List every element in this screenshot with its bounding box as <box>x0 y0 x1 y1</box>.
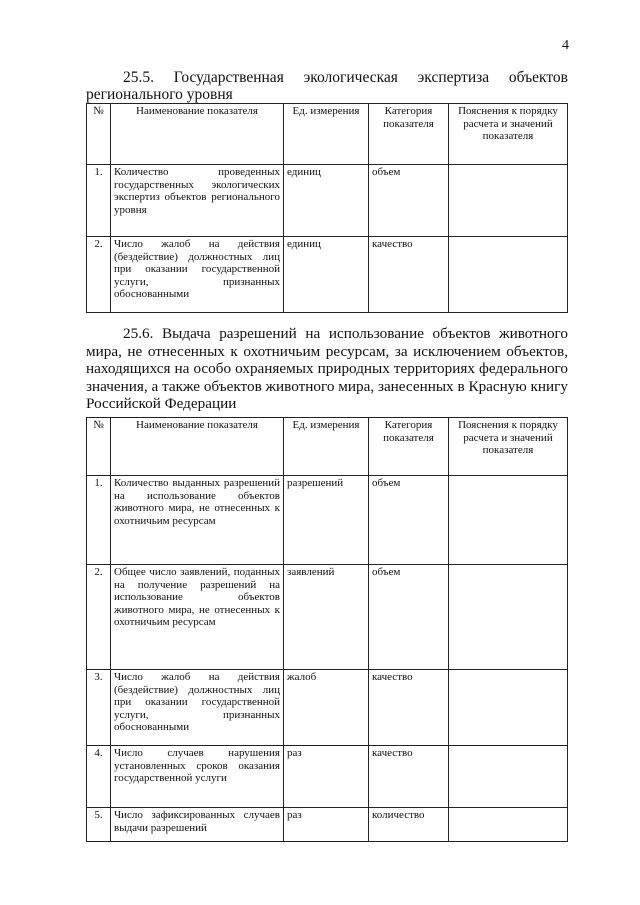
section-heading-line: 25.5. Государственная экологическая экспертиза объектов <box>123 69 568 86</box>
row-category: количество <box>369 808 449 842</box>
row-name: Количество проведенных государственных экологических экспертиз объектов регионального уровня <box>111 165 284 237</box>
page-number: 4 <box>562 38 569 53</box>
row-unit: жалоб <box>284 670 369 746</box>
indicators-table-25-5 <box>86 103 568 313</box>
indicators-table-25-6 <box>86 417 568 842</box>
row-category: объем <box>369 476 449 565</box>
row-notes <box>449 476 568 565</box>
row-name: Число зафиксированных случаев выдачи разрешений <box>111 808 284 842</box>
section-heading-line: Российской Федерации <box>86 395 237 413</box>
header-category: Категория показателя <box>369 104 449 165</box>
row-num: 3. <box>87 670 111 746</box>
row-name: Число случаев нарушения установленных сроков оказания государственной услуги <box>111 746 284 808</box>
header-category: Категория показателя <box>369 418 449 476</box>
table-row <box>87 746 568 808</box>
section-heading-25-5 <box>86 69 568 103</box>
row-name: Количество выданных разрешений на использование объектов животного мира, не отнесенных к охотничьим ресурсам <box>111 476 284 565</box>
table-row <box>87 237 568 313</box>
row-unit: разрешений <box>284 476 369 565</box>
row-unit: единиц <box>284 237 369 313</box>
table-row <box>87 165 568 237</box>
row-category: объем <box>369 165 449 237</box>
row-num: 1. <box>87 165 111 237</box>
row-num: 5. <box>87 808 111 842</box>
row-name: Число жалоб на действия (бездействие) должностных лиц при оказании государственной услуги, признанных обоснованными <box>111 670 284 746</box>
row-unit: единиц <box>284 165 369 237</box>
row-num: 2. <box>87 237 111 313</box>
section-heading-line: находящихся на особо охраняемых природных территориях федерального <box>86 360 568 378</box>
row-name: Число жалоб на действия (бездействие) должностных лиц при оказании государственной услуги, признанных обоснованными <box>111 237 284 313</box>
row-num: 4. <box>87 746 111 808</box>
row-category: качество <box>369 746 449 808</box>
header-name: Наименование показателя <box>111 418 284 476</box>
table-header-row <box>87 104 568 165</box>
row-category: качество <box>369 670 449 746</box>
row-category: объем <box>369 565 449 670</box>
row-notes <box>449 237 568 313</box>
row-category: качество <box>369 237 449 313</box>
table-row <box>87 476 568 565</box>
row-name: Общее число заявлений, поданных на получение разрешений на использование объектов животного мира, не отнесенных к охотничьим ресурсам <box>111 565 284 670</box>
header-num: № <box>87 104 111 165</box>
section-heading-line: значения, а также объектов животного мира, занесенных в Красную книгу <box>86 377 568 395</box>
header-unit: Ед. измерения <box>284 418 369 476</box>
section-heading-line: мира, не отнесенных к охотничьим ресурсам, за исключением объектов, <box>86 342 568 360</box>
header-notes: Пояснения к порядку расчета и значений показателя <box>449 418 568 476</box>
header-num: № <box>87 418 111 476</box>
row-notes <box>449 746 568 808</box>
row-unit: раз <box>284 746 369 808</box>
table-row <box>87 565 568 670</box>
table-row <box>87 670 568 746</box>
row-notes <box>449 565 568 670</box>
table-row <box>87 808 568 842</box>
row-notes <box>449 808 568 842</box>
row-num: 1. <box>87 476 111 565</box>
section-heading-line: регионального уровня <box>86 86 233 103</box>
section-heading-25-6 <box>86 325 568 413</box>
row-notes <box>449 165 568 237</box>
header-name: Наименование показателя <box>111 104 284 165</box>
section-heading-line: 25.6. Выдача разрешений на использование объектов животного <box>123 325 568 342</box>
table-header-row <box>87 418 568 476</box>
header-unit: Ед. измерения <box>284 104 369 165</box>
row-unit: заявлений <box>284 565 369 670</box>
row-unit: раз <box>284 808 369 842</box>
row-notes <box>449 670 568 746</box>
header-notes: Пояснения к порядку расчета и значений показателя <box>449 104 568 165</box>
row-num: 2. <box>87 565 111 670</box>
